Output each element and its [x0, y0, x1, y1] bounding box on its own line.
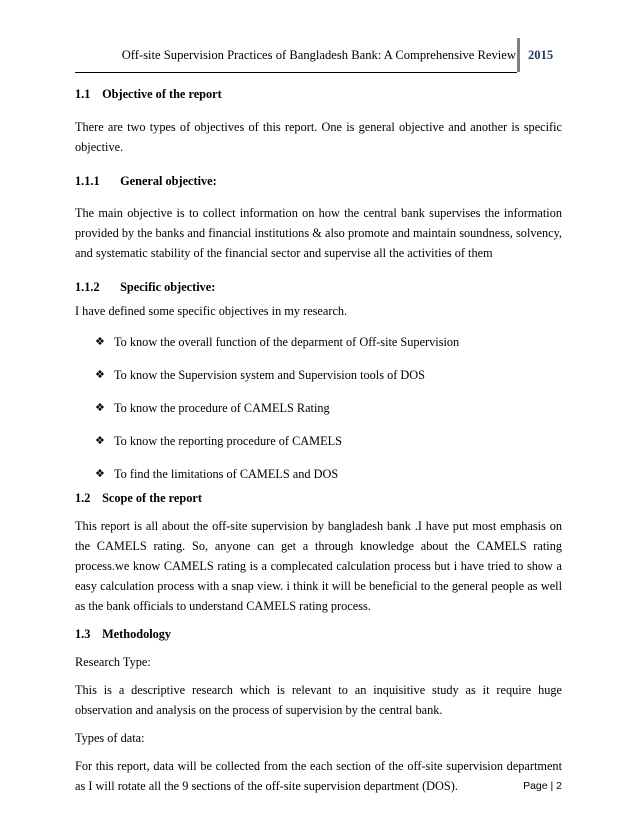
list-item-text: To find the limitations of CAMELS and DOS: [114, 467, 339, 481]
diamond-bullet-icon: ❖: [95, 434, 105, 447]
heading-number: 1.2: [75, 491, 91, 505]
heading-number: 1.1.1: [75, 174, 100, 188]
paragraph-scope: This report is all about the off-site supervision by bangladesh bank .I have put most emphasis on the CAMELS rating. So, anyone can get a through knowledge about the CAMELS rating process.we know CAMELS rating is a complecated calculation process but i have tried to show a easy calculation process with a snap view. i think it will be beneficial to the general people as well as the bank officials to understand CAMELS rating process.: [75, 519, 562, 613]
paragraph-research-type-label: Research Type:: [75, 655, 151, 669]
list-item-text: To know the reporting procedure of CAMELS: [114, 434, 342, 448]
heading-title: Scope of the report: [102, 491, 202, 505]
list-item: [75, 398, 562, 418]
diamond-bullet-icon: ❖: [95, 401, 105, 414]
heading-number: 1.3: [75, 627, 91, 641]
paragraph-data-collection: For this report, data will be collected from the each section of the off-site supervision department as I will rotate all the 9 sections of the off-site supervision department (DOS).: [75, 759, 562, 793]
list-item: [75, 431, 562, 451]
heading-number: 1.1: [75, 87, 91, 101]
heading-1-3: [75, 624, 562, 644]
heading-number: 1.1.2: [75, 280, 100, 294]
paragraph-specific-intro: I have defined some specific objectives in my research.: [75, 304, 348, 318]
diamond-bullet-icon: ❖: [95, 335, 105, 348]
list-item: [75, 464, 562, 484]
page-header: [75, 36, 568, 74]
list-item-text: To know the Supervision system and Supervision tools of DOS: [114, 368, 425, 382]
document-body: [75, 82, 562, 796]
header-divider: [517, 38, 520, 72]
heading-1-2: [75, 488, 562, 508]
diamond-bullet-icon: ❖: [95, 467, 105, 480]
paragraph-general-objective: The main objective is to collect information on how the central bank supervises the information provided by the banks and financial institutions & also promote and maintain soundness, solvency, and systematic stability of the financial sector and supervise all the activities of them: [75, 206, 562, 260]
heading-1-1: [75, 84, 562, 104]
list-item-text: To know the overall function of the deparment of Off-site Supervision: [114, 335, 460, 349]
paragraph-data-types-label: Types of data:: [75, 731, 145, 745]
diamond-bullet-icon: ❖: [95, 368, 105, 381]
list-item-text: To know the procedure of CAMELS Rating: [114, 401, 330, 415]
heading-title: Methodology: [102, 627, 172, 641]
paragraph-objective-types: There are two types of objectives of this report. One is general objective and another is specific objective.: [75, 120, 562, 154]
header-year: 2015: [528, 48, 554, 62]
heading-1-1-2: [75, 277, 562, 297]
heading-1-1-1: [75, 171, 562, 191]
heading-title: Objective of the report: [102, 87, 222, 101]
objectives-list: [75, 332, 562, 484]
paragraph-research-description: This is a descriptive research which is relevant to an inquisitive study as it require huge observation and analysis on the process of supervision by the central bank.: [75, 683, 562, 717]
list-item: [75, 332, 562, 352]
header-rule: [75, 72, 517, 73]
header-title: Off-site Supervision Practices of Bangladesh Bank: A Comprehensive Review: [121, 48, 516, 62]
list-item: [75, 365, 562, 385]
heading-title: Specific objective:: [120, 280, 216, 294]
heading-title: General objective:: [120, 174, 217, 188]
page-number: Page | 2: [523, 780, 562, 792]
